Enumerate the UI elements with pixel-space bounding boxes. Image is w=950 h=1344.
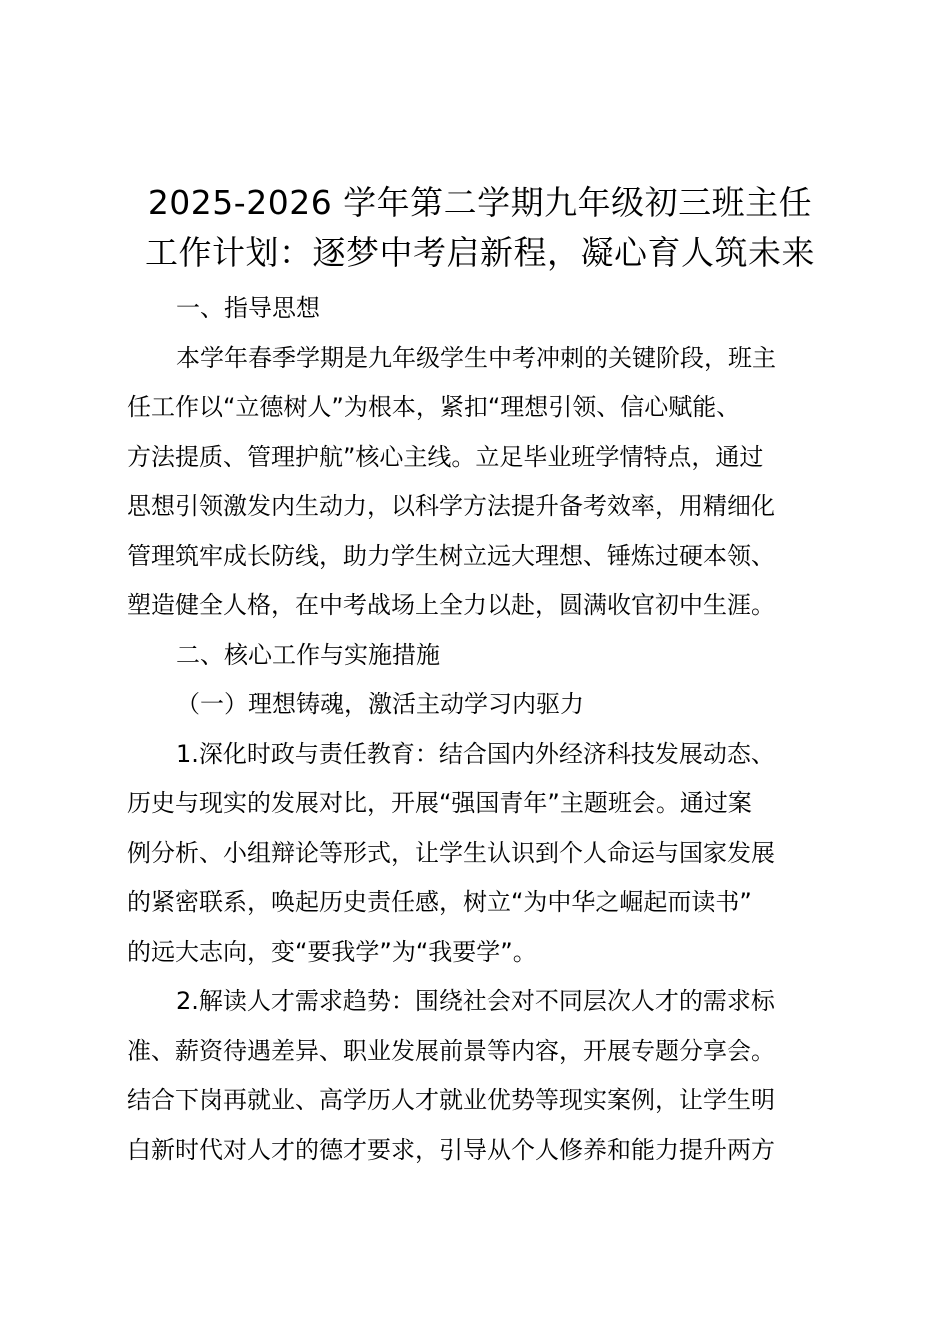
paragraph-line: 白新时代对人才的德才要求，引导从个人修养和能力提升两方	[127, 1135, 775, 1164]
paragraph-line: 任工作以“立德树人”为根本，紧扣“理想引领、信心赋能、	[127, 393, 741, 421]
section-heading: 二、核心工作与实施措施	[176, 640, 440, 669]
paragraph-line: 管理筑牢成长防线，助力学生树立远大理想、锤炼过硬本领、	[127, 541, 775, 570]
paragraph-line: 方法提质、管理护航”核心主线。立足毕业班学情特点，通过	[127, 442, 764, 471]
title-line-1: 2025-2026 学年第二学期九年级初三班主任	[147, 183, 813, 222]
paragraph-line: 结合下岗再就业、高学历人才就业优势等现实案例，让学生明	[127, 1086, 775, 1114]
paragraph-line: 本学年春季学期是九年级学生中考冲刺的关键阶段，班主	[176, 343, 776, 372]
paragraph-line: 准、薪资待遇差异、职业发展前景等内容，开展专题分享会。	[127, 1036, 775, 1065]
subsection-heading: （一）理想铸魂，激活主动学习内驱力	[176, 690, 584, 718]
document-title	[100, 178, 860, 278]
paragraph-line: 例分析、小组辩论等形式，让学生认识到个人命运与国家发展	[127, 838, 775, 867]
paragraph-line: 历史与现实的发展对比，开展“强国青年”主题班会。通过案	[127, 789, 752, 817]
paragraph-line: 塑造健全人格，在中考战场上全力以赴，圆满收官初中生涯。	[127, 591, 775, 619]
paragraph-line: 思想引领激发内生动力，以科学方法提升备考效率，用精细化	[127, 492, 775, 520]
document-body	[127, 284, 837, 1175]
paragraph-line: 1.深化时政与责任教育：结合国内外经济科技发展动态、	[176, 739, 775, 768]
paragraph-line: 2.解读人才需求趋势：围绕社会对不同层次人才的需求标	[176, 987, 775, 1015]
paragraph-line: 的紧密联系，唤起历史责任感，树立“为中华之崛起而读书”	[127, 888, 752, 916]
paragraph-line: 的远大志向，变“要我学”为“我要学”。	[127, 937, 537, 966]
title-line-2: 工作计划：逐梦中考启新程，凝心育人筑未来	[145, 233, 815, 272]
section-heading: 一、指导思想	[176, 294, 320, 322]
